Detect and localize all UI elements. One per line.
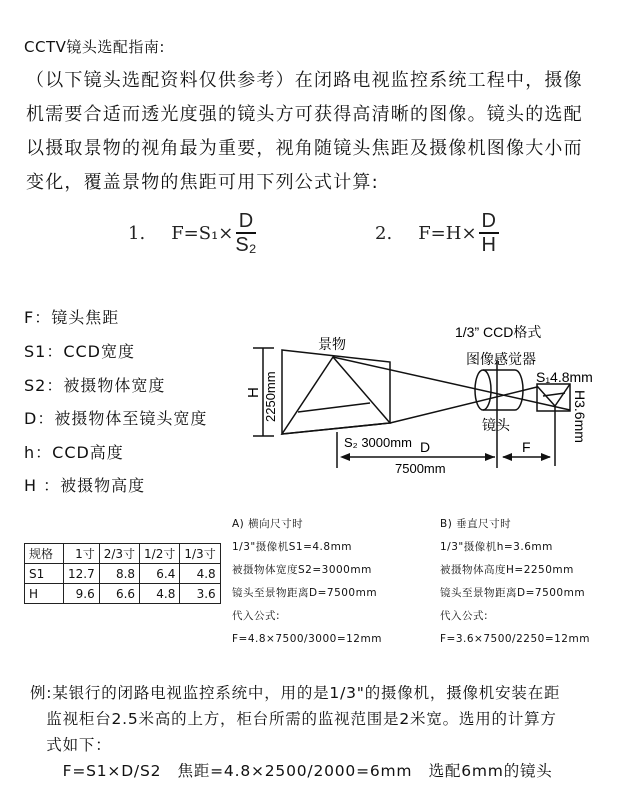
table-header-cell: 1/2寸 — [140, 544, 180, 564]
example-line: 监视柜台2.5米高的上方，柜台所需的监视范围是2米宽。选用的计算方 — [30, 710, 557, 728]
example-line: 式如下： — [30, 736, 112, 754]
page-title: CCTV镜头选配指南: — [24, 38, 165, 56]
table-row — [25, 564, 221, 584]
example-paragraph — [30, 680, 560, 784]
formula-index: 1. — [128, 222, 146, 244]
spec-table — [24, 543, 221, 604]
legend-item: h：CCD高度 — [24, 443, 124, 462]
table-cell: 3.6 — [180, 584, 220, 604]
f-label: F — [522, 439, 531, 455]
arrow-head — [541, 453, 551, 461]
legend-item: H ：被摄物高度 — [24, 476, 146, 495]
lens-label: 镜头 — [482, 417, 510, 433]
d-label: D — [420, 439, 431, 455]
table-cell: S1 — [25, 564, 64, 584]
example-line: F=S1×D/S2 焦距=4.8×2500/2000=6mm 选配6mm的镜头 — [30, 762, 553, 780]
ray-line — [390, 387, 537, 423]
ccd-format-label: 1/3” CCD格式 — [455, 324, 542, 340]
table-cell: 6.4 — [140, 564, 180, 584]
table-cell: 4.8 — [180, 564, 220, 584]
table-cell: 8.8 — [99, 564, 139, 584]
table-cell: 12.7 — [64, 564, 100, 584]
intro-line: 变化，覆盖景物的焦距可用下列公式计算: — [26, 172, 379, 193]
table-cell: 9.6 — [64, 584, 100, 604]
calc-line: 1/3"摄像机S1=4.8mm — [232, 541, 353, 553]
table-header-row — [25, 544, 221, 564]
object-plane — [282, 350, 390, 434]
object-triangle-inner — [298, 403, 370, 412]
sensor-label: 图像感觉器 — [466, 351, 536, 367]
table-header-cell: 规格 — [25, 544, 64, 564]
table-header-cell: 1/3寸 — [180, 544, 220, 564]
h-sensor-label: H3.6mm — [572, 390, 588, 443]
intro-line: （以下镜头选配资料仅供参考）在闭路电视监控系统工程中，摄像 — [26, 70, 583, 91]
formula-index: 2. — [375, 222, 393, 244]
calc-line: F=4.8×7500/3000=12mm — [232, 633, 382, 645]
table-cell: H — [25, 584, 64, 604]
calc-horizontal — [232, 513, 382, 651]
calc-line: A) 横向尺寸时 — [232, 518, 304, 530]
h-label: H — [245, 387, 262, 398]
object-triangle — [282, 357, 390, 434]
table-header-cell: 2/3寸 — [99, 544, 139, 564]
formula-lhs: F=H× — [418, 222, 477, 244]
legend-item: D：被摄物体至镜头宽度 — [24, 409, 208, 428]
calc-line: 代入公式: — [440, 610, 489, 622]
calc-line: 镜头至景物距离D=7500mm — [440, 587, 586, 599]
d-value-label: 7500mm — [395, 461, 446, 476]
calc-line: 1/3"摄像机h=3.6mm — [440, 541, 553, 553]
table-cell: 4.8 — [140, 584, 180, 604]
h-value-label: 2250mm — [263, 371, 278, 422]
legend-item: F：镜头焦距 — [24, 308, 120, 327]
legend-item: S2：被摄物体宽度 — [24, 376, 166, 395]
s1-label: S₁4.8mm — [536, 369, 593, 385]
formula-lhs: F=S₁× — [171, 222, 234, 244]
arrow-head — [502, 453, 512, 461]
calc-line: 被摄物体高度H=2250mm — [440, 564, 574, 576]
calc-line: 被摄物体宽度S2=3000mm — [232, 564, 372, 576]
calc-line: B) 垂直尺寸时 — [440, 518, 512, 530]
legend-item: S1：CCD宽度 — [24, 342, 136, 361]
intro-line: 以摄取景物的视角最为重要，视角随镜头焦距及摄像机图像大小而 — [26, 138, 583, 159]
calc-vertical — [440, 513, 590, 651]
s2-label: S₂ 3000mm — [344, 435, 412, 450]
example-line: 例:某银行的闭路电视监控系统中，用的是1/3"的摄像机，摄像机安装在距 — [30, 684, 561, 702]
formula-denominator: H — [481, 234, 496, 256]
arrow-head — [485, 453, 495, 461]
formula-numerator: D — [236, 210, 256, 234]
formula-denominator: S₂ — [235, 234, 257, 256]
table-row — [25, 584, 221, 604]
arrow-head — [340, 453, 350, 461]
table-header-cell: 1寸 — [64, 544, 100, 564]
calc-line: 镜头至景物距离D=7500mm — [232, 587, 378, 599]
formula-numerator: D — [479, 210, 499, 234]
table-cell: 6.6 — [99, 584, 139, 604]
object-label: 景物 — [318, 336, 346, 352]
intro-line: 机需要合适而透光度强的镜头方可获得高清晰的图像。镜头的选配 — [26, 104, 583, 125]
calc-line: F=3.6×7500/2250=12mm — [440, 633, 590, 645]
calc-line: 代入公式: — [232, 610, 281, 622]
sensor-triangle — [555, 384, 570, 406]
